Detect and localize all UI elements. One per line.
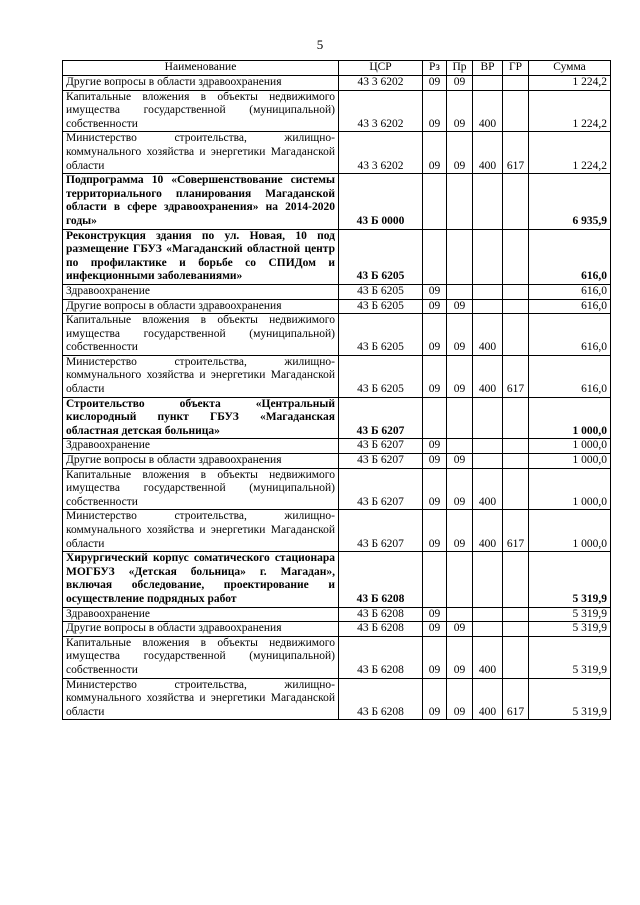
cell-name: Капитальные вложения в объекты недвижимого имущества государственной (муниципальной) собственности xyxy=(63,636,339,678)
cell-name: Капитальные вложения в объекты недвижимого имущества государственной (муниципальной) собственности xyxy=(63,314,339,356)
table-row xyxy=(63,299,611,314)
table-row xyxy=(63,132,611,174)
cell-name: Другие вопросы в области здравоохранения xyxy=(63,622,339,637)
cell-csr: 43 Б 6205 xyxy=(339,314,423,356)
cell-gr xyxy=(503,397,529,439)
cell-name: Здравоохранение xyxy=(63,439,339,454)
cell-vr xyxy=(473,299,503,314)
header-vr: ВР xyxy=(473,61,503,76)
cell-sum: 616,0 xyxy=(529,284,611,299)
cell-gr: 617 xyxy=(503,678,529,720)
cell-name: Хирургический корпус соматического стационара МОГБУЗ «Детская больница» г. Магадан», включая обследование, проектирование и осуществление подрядных работ xyxy=(63,552,339,607)
cell-name: Подпрограмма 10 «Совершенствование системы территориального планирования Магаданской области в сфере здравоохранения» на 2014-2020 годы» xyxy=(63,174,339,229)
cell-rz: 09 xyxy=(423,284,447,299)
cell-sum: 1 000,0 xyxy=(529,468,611,510)
cell-rz: 09 xyxy=(423,678,447,720)
cell-sum: 1 000,0 xyxy=(529,439,611,454)
cell-pr xyxy=(447,607,473,622)
header-sum: Сумма xyxy=(529,61,611,76)
cell-vr: 400 xyxy=(473,355,503,397)
cell-rz: 09 xyxy=(423,636,447,678)
cell-rz: 09 xyxy=(423,355,447,397)
cell-vr xyxy=(473,607,503,622)
cell-rz: 09 xyxy=(423,132,447,174)
cell-sum: 5 319,9 xyxy=(529,622,611,637)
cell-sum: 616,0 xyxy=(529,299,611,314)
cell-vr: 400 xyxy=(473,636,503,678)
cell-sum: 1 224,2 xyxy=(529,76,611,91)
cell-sum: 5 319,9 xyxy=(529,552,611,607)
page-number: 5 xyxy=(316,37,324,52)
cell-name: Строительство объекта «Центральный кислородный пункт ГБУЗ «Магаданская областная детская больница» xyxy=(63,397,339,439)
cell-csr: 43 Б 6208 xyxy=(339,552,423,607)
table-row xyxy=(63,468,611,510)
cell-sum: 5 319,9 xyxy=(529,607,611,622)
cell-csr: 43 Б 6208 xyxy=(339,607,423,622)
cell-name: Другие вопросы в области здравоохранения xyxy=(63,76,339,91)
cell-vr: 400 xyxy=(473,90,503,132)
cell-name: Министерство строительства, жилищно-коммунального хозяйства и энергетики Магаданской области xyxy=(63,355,339,397)
cell-sum: 616,0 xyxy=(529,314,611,356)
cell-pr: 09 xyxy=(447,510,473,552)
cell-vr xyxy=(473,397,503,439)
cell-rz: 09 xyxy=(423,607,447,622)
cell-vr xyxy=(473,174,503,229)
table-header-row xyxy=(63,61,611,76)
table-row xyxy=(63,90,611,132)
cell-sum: 5 319,9 xyxy=(529,636,611,678)
cell-gr xyxy=(503,90,529,132)
cell-gr xyxy=(503,622,529,637)
cell-pr: 09 xyxy=(447,132,473,174)
cell-gr xyxy=(503,607,529,622)
cell-rz: 09 xyxy=(423,454,447,469)
table-row xyxy=(63,622,611,637)
cell-name: Капитальные вложения в объекты недвижимого имущества государственной (муниципальной) собственности xyxy=(63,468,339,510)
cell-vr xyxy=(473,229,503,284)
cell-gr xyxy=(503,76,529,91)
cell-csr: 43 Б 0000 xyxy=(339,174,423,229)
cell-gr: 617 xyxy=(503,132,529,174)
cell-csr: 43 Б 6208 xyxy=(339,622,423,637)
cell-sum: 6 935,9 xyxy=(529,174,611,229)
cell-vr xyxy=(473,622,503,637)
cell-name: Здравоохранение xyxy=(63,284,339,299)
cell-csr: 43 Б 6205 xyxy=(339,229,423,284)
table-row xyxy=(63,636,611,678)
cell-sum: 1 000,0 xyxy=(529,510,611,552)
cell-gr xyxy=(503,284,529,299)
table-row xyxy=(63,76,611,91)
cell-rz: 09 xyxy=(423,90,447,132)
cell-name: Капитальные вложения в объекты недвижимого имущества государственной (муниципальной) собственности xyxy=(63,90,339,132)
cell-name: Другие вопросы в области здравоохранения xyxy=(63,299,339,314)
cell-rz xyxy=(423,174,447,229)
cell-pr: 09 xyxy=(447,636,473,678)
cell-pr xyxy=(447,439,473,454)
cell-sum: 1 224,2 xyxy=(529,90,611,132)
cell-vr xyxy=(473,76,503,91)
cell-name: Министерство строительства, жилищно-коммунального хозяйства и энергетики Магаданской области xyxy=(63,132,339,174)
table-row xyxy=(63,174,611,229)
cell-csr: 43 Б 6205 xyxy=(339,355,423,397)
table-row xyxy=(63,510,611,552)
cell-pr: 09 xyxy=(447,90,473,132)
cell-pr xyxy=(447,284,473,299)
cell-rz: 09 xyxy=(423,510,447,552)
table-row xyxy=(63,355,611,397)
table-row xyxy=(63,397,611,439)
cell-vr xyxy=(473,552,503,607)
cell-vr xyxy=(473,284,503,299)
cell-rz: 09 xyxy=(423,439,447,454)
cell-csr: 43 3 6202 xyxy=(339,132,423,174)
cell-rz: 09 xyxy=(423,468,447,510)
header-csr: ЦСР xyxy=(339,61,423,76)
cell-name: Реконструкция здания по ул. Новая, 10 под размещение ГБУЗ «Магаданский областной центр по профилактике и борьбе со СПИДом и инфекционными заболеваниями» xyxy=(63,229,339,284)
cell-sum: 1 224,2 xyxy=(529,132,611,174)
cell-gr: 617 xyxy=(503,355,529,397)
cell-pr xyxy=(447,552,473,607)
cell-pr: 09 xyxy=(447,454,473,469)
cell-gr xyxy=(503,299,529,314)
cell-gr xyxy=(503,439,529,454)
table-row xyxy=(63,229,611,284)
cell-pr: 09 xyxy=(447,678,473,720)
cell-name: Министерство строительства, жилищно-коммунального хозяйства и энергетики Магаданской области xyxy=(63,678,339,720)
cell-csr: 43 Б 6207 xyxy=(339,510,423,552)
cell-sum: 1 000,0 xyxy=(529,397,611,439)
cell-sum: 616,0 xyxy=(529,355,611,397)
cell-gr xyxy=(503,174,529,229)
budget-table xyxy=(62,60,611,720)
table-row xyxy=(63,439,611,454)
cell-csr: 43 Б 6205 xyxy=(339,284,423,299)
table-row xyxy=(63,314,611,356)
cell-gr xyxy=(503,229,529,284)
cell-csr: 43 Б 6207 xyxy=(339,454,423,469)
cell-csr: 43 Б 6207 xyxy=(339,439,423,454)
table-row xyxy=(63,552,611,607)
cell-name: Министерство строительства, жилищно-коммунального хозяйства и энергетики Магаданской области xyxy=(63,510,339,552)
table-row xyxy=(63,678,611,720)
cell-sum: 1 000,0 xyxy=(529,454,611,469)
cell-pr: 09 xyxy=(447,299,473,314)
cell-csr: 43 3 6202 xyxy=(339,76,423,91)
cell-vr xyxy=(473,454,503,469)
cell-rz xyxy=(423,397,447,439)
cell-rz: 09 xyxy=(423,299,447,314)
cell-rz: 09 xyxy=(423,314,447,356)
cell-gr xyxy=(503,454,529,469)
table-row xyxy=(63,454,611,469)
cell-gr xyxy=(503,468,529,510)
cell-pr xyxy=(447,229,473,284)
cell-csr: 43 Б 6207 xyxy=(339,397,423,439)
cell-gr xyxy=(503,552,529,607)
cell-pr: 09 xyxy=(447,76,473,91)
cell-name: Здравоохранение xyxy=(63,607,339,622)
cell-vr: 400 xyxy=(473,314,503,356)
cell-gr: 617 xyxy=(503,510,529,552)
cell-csr: 43 3 6202 xyxy=(339,90,423,132)
header-rz: Рз xyxy=(423,61,447,76)
cell-name: Другие вопросы в области здравоохранения xyxy=(63,454,339,469)
cell-csr: 43 Б 6205 xyxy=(339,299,423,314)
cell-vr xyxy=(473,439,503,454)
header-name: Наименование xyxy=(63,61,339,76)
cell-vr: 400 xyxy=(473,510,503,552)
header-gr: ГР xyxy=(503,61,529,76)
header-pr: Пр xyxy=(447,61,473,76)
cell-rz: 09 xyxy=(423,76,447,91)
cell-rz xyxy=(423,229,447,284)
cell-rz: 09 xyxy=(423,622,447,637)
cell-gr xyxy=(503,636,529,678)
cell-vr: 400 xyxy=(473,132,503,174)
cell-gr xyxy=(503,314,529,356)
cell-csr: 43 Б 6207 xyxy=(339,468,423,510)
cell-sum: 616,0 xyxy=(529,229,611,284)
cell-csr: 43 Б 6208 xyxy=(339,636,423,678)
cell-pr: 09 xyxy=(447,355,473,397)
cell-pr: 09 xyxy=(447,622,473,637)
cell-pr xyxy=(447,174,473,229)
cell-vr: 400 xyxy=(473,678,503,720)
table-row xyxy=(63,284,611,299)
cell-sum: 5 319,9 xyxy=(529,678,611,720)
cell-vr: 400 xyxy=(473,468,503,510)
cell-csr: 43 Б 6208 xyxy=(339,678,423,720)
cell-pr xyxy=(447,397,473,439)
cell-pr: 09 xyxy=(447,468,473,510)
cell-pr: 09 xyxy=(447,314,473,356)
table-row xyxy=(63,607,611,622)
cell-rz xyxy=(423,552,447,607)
